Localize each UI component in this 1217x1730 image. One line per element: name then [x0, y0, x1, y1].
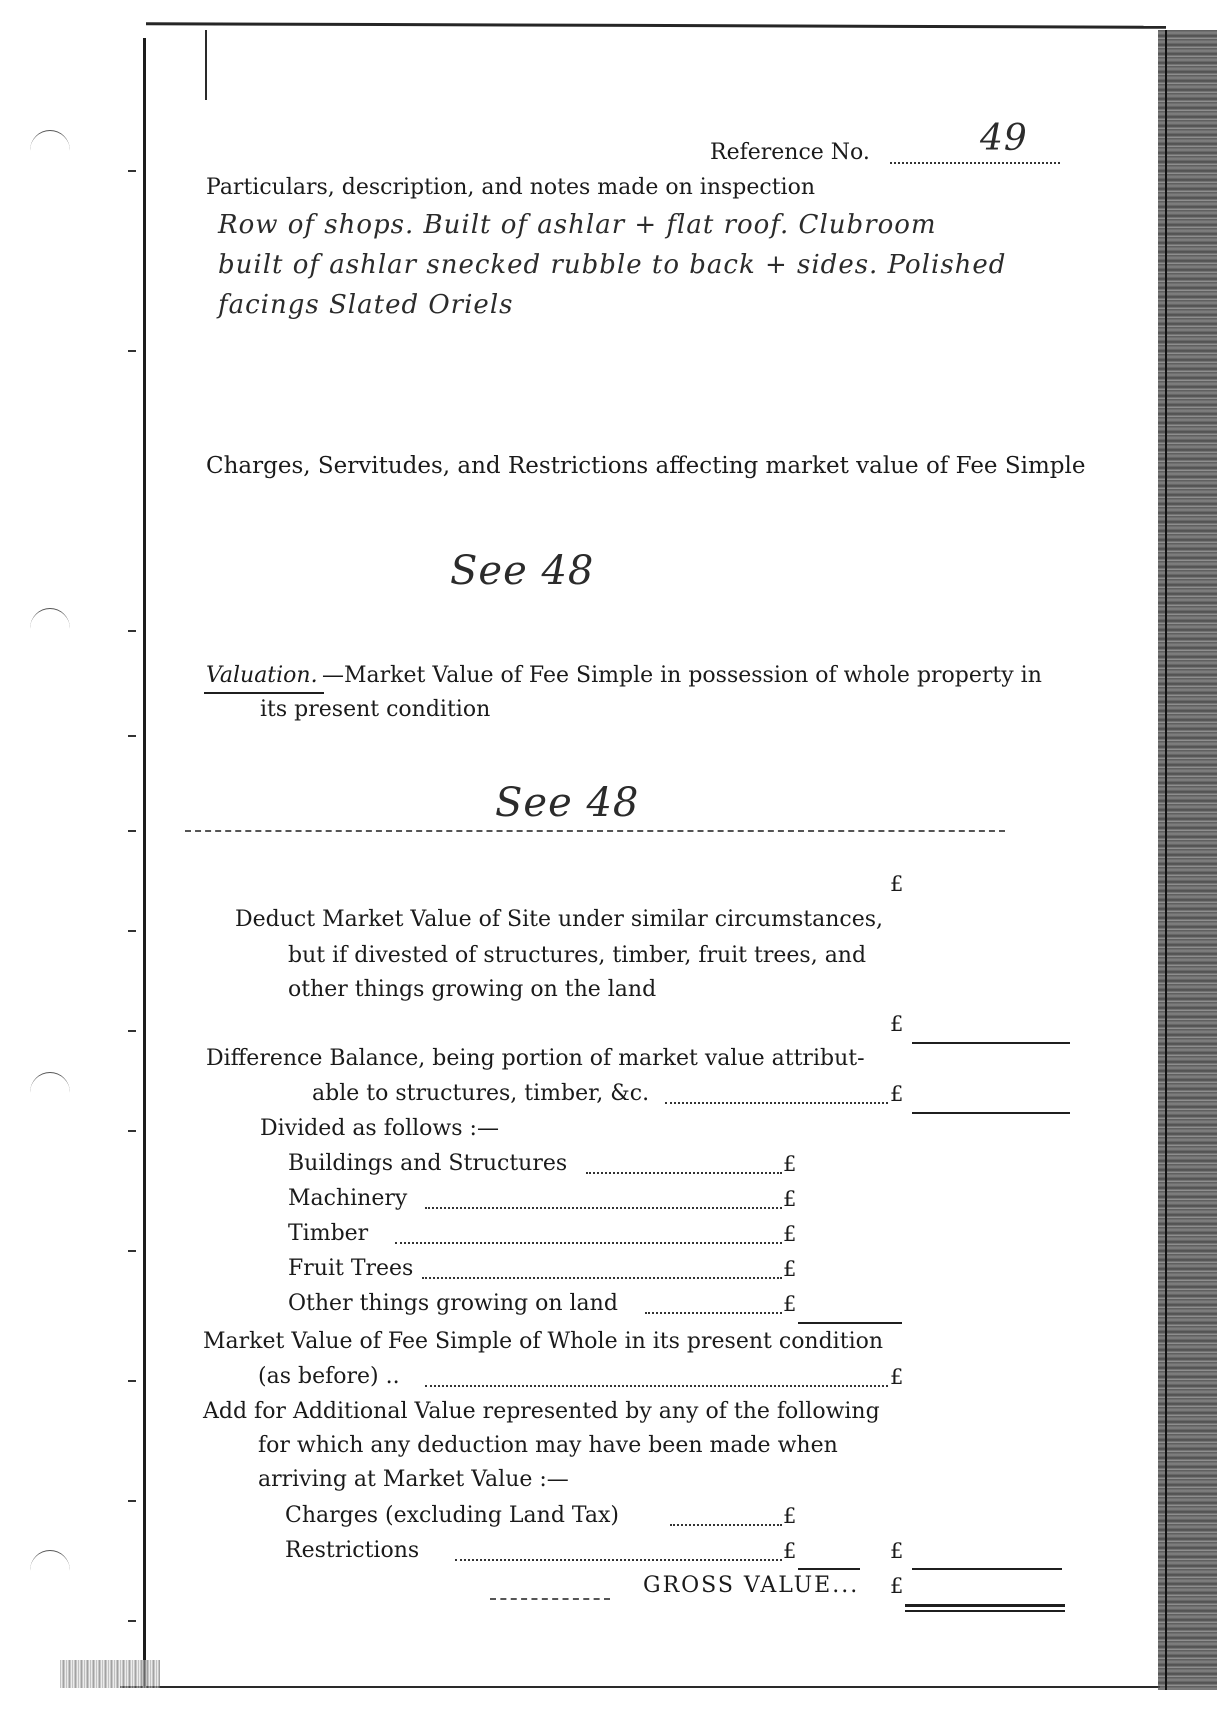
- page-border-bottom: [120, 1686, 1160, 1688]
- difference-leader: [665, 1102, 888, 1104]
- divided-item-pound-sign: £: [783, 1257, 797, 1281]
- market-value-pound-sign: £: [890, 1365, 904, 1389]
- gross-value-label: GROSS VALUE...: [643, 1573, 860, 1598]
- divided-item-leader: [425, 1207, 782, 1209]
- deduct-line: but if divested of structures, timber, fruit trees, and: [288, 943, 867, 968]
- difference-value-pound-sign: £: [890, 1082, 904, 1106]
- valuation-text-continued: its present condition: [260, 697, 491, 722]
- difference-value-rule: [912, 1112, 1070, 1114]
- margin-tick: [128, 1130, 136, 1132]
- difference-line: able to structures, timber, &c.: [312, 1081, 650, 1106]
- divided-item-pound-sign: £: [783, 1292, 797, 1316]
- add-line: Add for Additional Value represented by any of the following: [203, 1399, 880, 1424]
- page-border-left: [143, 38, 146, 1688]
- margin-tick: [128, 830, 136, 832]
- charges-note: See 48: [450, 548, 595, 594]
- page-border-top: [146, 22, 1166, 29]
- divided-item-leader: [395, 1242, 782, 1244]
- add-item-pound-sign: £: [783, 1504, 797, 1528]
- margin-tick: [128, 1250, 136, 1252]
- divided-item-leader: [645, 1312, 782, 1314]
- particulars-note-line: facings Slated Oriels: [218, 290, 514, 320]
- divided-item-label: Machinery: [288, 1186, 408, 1211]
- punch-hole-mark: [30, 608, 70, 649]
- valuation-note: See 48: [495, 780, 640, 826]
- punch-hole-mark: [30, 1072, 70, 1113]
- valuation-text: —Market Value of Fee Simple in possession of whole property in: [322, 663, 1042, 688]
- add-total-pound-sign: £: [890, 1539, 904, 1563]
- margin-tick: [128, 735, 136, 737]
- gross-value-double-rule: [905, 1610, 1065, 1612]
- divided-heading: Divided as follows :—: [260, 1116, 499, 1141]
- add-item-label: Restrictions: [285, 1538, 420, 1563]
- particulars-note-line: Row of shops. Built of ashlar + flat roof. Clubroom: [218, 210, 937, 240]
- divided-item-pound-sign: £: [783, 1222, 797, 1246]
- punch-hole-mark: [30, 1550, 70, 1591]
- divided-item-pound-sign: £: [783, 1152, 797, 1176]
- add-item-label: Charges (excluding Land Tax): [285, 1503, 619, 1528]
- add-line: arriving at Market Value :—: [258, 1467, 569, 1492]
- page-binding-line: [1165, 30, 1167, 1690]
- deduct-value-rule: [912, 1042, 1070, 1044]
- reference-leader: [890, 162, 1060, 164]
- add-item-leader: [670, 1524, 782, 1526]
- margin-tick: [128, 350, 136, 352]
- deduct-pound-sign: £: [890, 872, 904, 896]
- margin-tick: [128, 1500, 136, 1502]
- margin-tick: [128, 930, 136, 932]
- gross-value-dash: [490, 1598, 610, 1600]
- valuation-heading: Valuation.: [206, 663, 318, 688]
- margin-tick: [128, 1030, 136, 1032]
- reference-value: 49: [980, 118, 1028, 159]
- margin-tick: [128, 630, 136, 632]
- valuation-underline: [204, 692, 324, 694]
- divided-total-rule: [798, 1322, 902, 1324]
- margin-tick: [128, 1380, 136, 1382]
- divided-item-pound-sign: £: [783, 1187, 797, 1211]
- particulars-note-line: built of ashlar snecked rubble to back + sides. Polished: [218, 250, 1007, 280]
- page-margin-line: [205, 30, 207, 100]
- deduct-line: Deduct Market Value of Site under similar circumstances,: [235, 907, 884, 932]
- market-value-leader: [425, 1385, 888, 1387]
- divided-item-leader: [586, 1172, 782, 1174]
- divided-item-label: Buildings and Structures: [288, 1151, 568, 1176]
- scan-noise: [60, 1660, 160, 1688]
- particulars-label: Particulars, description, and notes made on inspection: [206, 175, 815, 200]
- divided-item-label: Fruit Trees: [288, 1256, 414, 1281]
- punch-hole-mark: [30, 130, 70, 171]
- gross-value-rule: [905, 1604, 1065, 1607]
- add-item-pound-sign: £: [783, 1539, 797, 1563]
- divided-item-label: Timber: [288, 1221, 369, 1246]
- gross-value-pound-sign: £: [890, 1574, 904, 1598]
- reference-label: Reference No.: [710, 140, 870, 165]
- difference-pound-sign: £: [890, 1012, 904, 1036]
- deduct-line: other things growing on the land: [288, 977, 657, 1002]
- market-value-line: Market Value of Fee Simple of Whole in its present condition: [203, 1329, 884, 1354]
- add-total-rule: [912, 1568, 1062, 1570]
- margin-tick: [128, 1620, 136, 1622]
- divided-item-label: Other things growing on land: [288, 1291, 618, 1316]
- charges-label: Charges, Servitudes, and Restrictions affecting market value of Fee Simple: [206, 453, 1086, 479]
- divided-item-leader: [422, 1277, 782, 1279]
- add-line: for which any deduction may have been made when: [258, 1433, 838, 1458]
- margin-tick: [128, 170, 136, 172]
- difference-line: Difference Balance, being portion of market value attribut-: [206, 1046, 865, 1071]
- market-value-line: (as before) ..: [258, 1364, 400, 1389]
- valuation-divider: [185, 830, 1005, 832]
- add-subtotal-rule: [798, 1568, 860, 1570]
- add-item-leader: [455, 1559, 782, 1561]
